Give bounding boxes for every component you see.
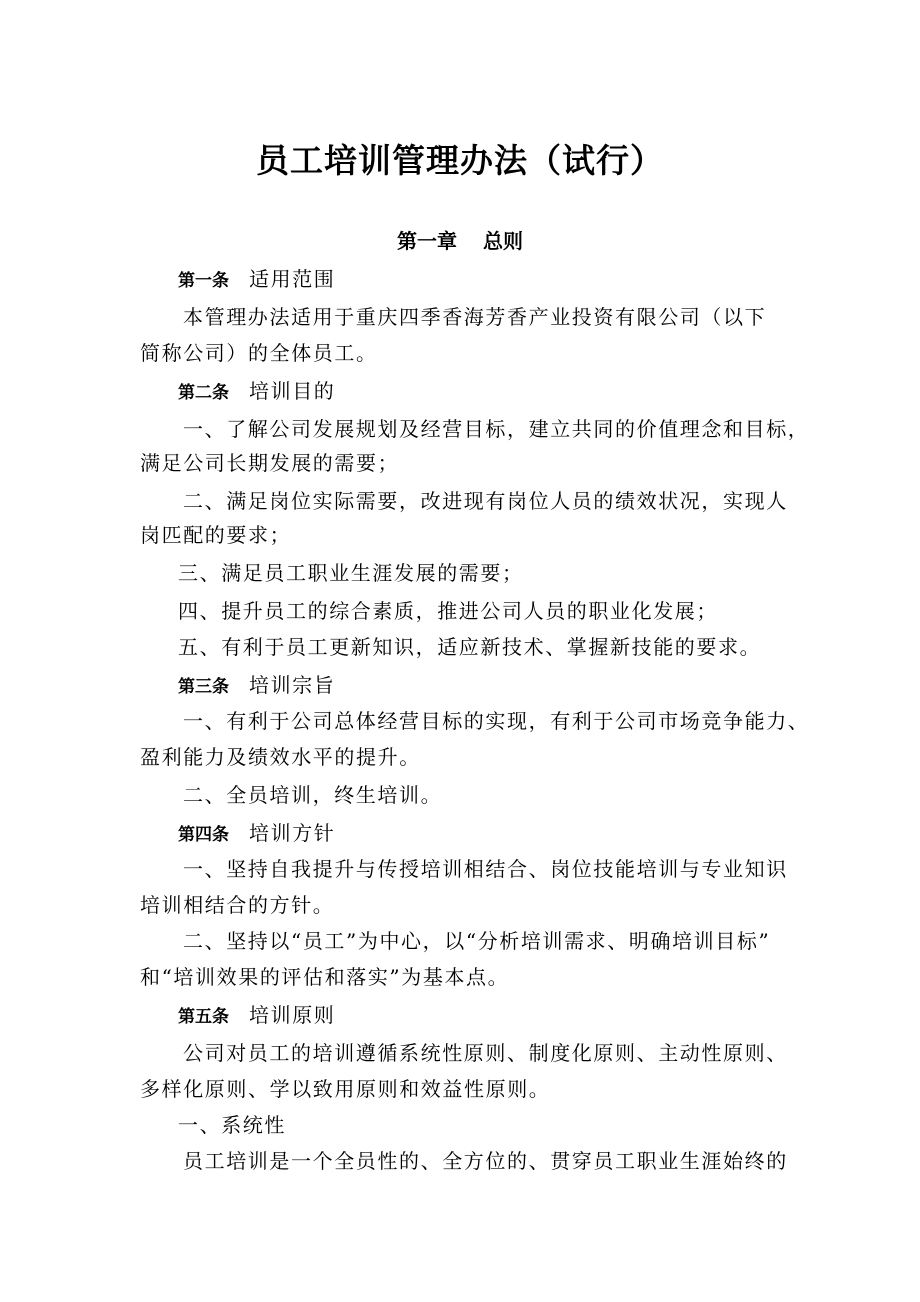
list-item: 四、提升员工的综合素质，推进公司人员的职业化发展； [178,599,718,623]
paragraph-line: 一、有利于公司总体经营目标的实现，有利于公司市场竞争能力、 [183,709,810,733]
article-title: 培训方针 [249,821,336,845]
list-item: 三、满足员工职业生涯发展的需要； [178,561,524,585]
paragraph-line: 二、全员培训，终生培训。 [183,783,443,807]
article-title: 培训宗旨 [249,673,336,697]
paragraph-line: 公司对员工的培训遵循系统性原则、制度化原则、主动性原则、 [183,1041,788,1065]
article-label: 第三条 [178,677,229,697]
paragraph-line: 岗匹配的要求； [140,523,292,547]
list-item: 一、系统性 [178,1113,286,1137]
article-heading [178,1000,335,1032]
chapter-name: 总则 [483,229,523,253]
paragraph-line: 本管理办法适用于重庆四季香海芳香产业投资有限公司（以下 [183,305,767,329]
paragraph-line: 培训相结合的方针。 [140,893,335,917]
article-title: 培训原则 [249,1003,336,1027]
document-title: 员工培训管理办法（试行） [256,141,664,180]
paragraph-line: 一、坚持自我提升与传授培训相结合、岗位技能培训与专业知识 [183,857,788,881]
article-heading [178,818,335,850]
article-title: 培训目的 [249,379,336,403]
article-heading [178,264,335,296]
chapter-number: 第一章 [397,229,457,253]
paragraph-line: 和“培训效果的评估和落实”为基本点。 [140,965,510,989]
article-label: 第五条 [178,1007,229,1027]
list-item: 五、有利于员工更新知识，适应新技术、掌握新技能的要求。 [178,635,762,659]
article-label: 第一条 [178,271,229,291]
paragraph-line: 一、了解公司发展规划及经营目标，建立共同的价值理念和目标， [183,417,810,441]
paragraph-line: 满足公司长期发展的需要； [140,451,400,475]
article-heading [178,670,335,702]
article-heading [178,376,335,408]
paragraph-line: 二、满足岗位实际需要，改进现有岗位人员的绩效状况，实现人 [183,489,788,513]
paragraph-line: 多样化原则、学以致用原则和效益性原则。 [140,1077,551,1101]
article-label: 第二条 [178,383,229,403]
chapter-heading [0,226,920,256]
article-label: 第四条 [178,825,229,845]
paragraph-line: 盈利能力及绩效水平的提升。 [140,745,421,769]
paragraph-line: 员工培训是一个全员性的、全方位的、贯穿员工职业生涯始终的 [183,1149,788,1173]
article-title: 适用范围 [249,267,336,291]
paragraph-line: 简称公司）的全体员工。 [140,341,378,365]
paragraph-line: 二、坚持以“员工”为中心，以“分析培训需求、明确培训目标” [183,929,771,953]
